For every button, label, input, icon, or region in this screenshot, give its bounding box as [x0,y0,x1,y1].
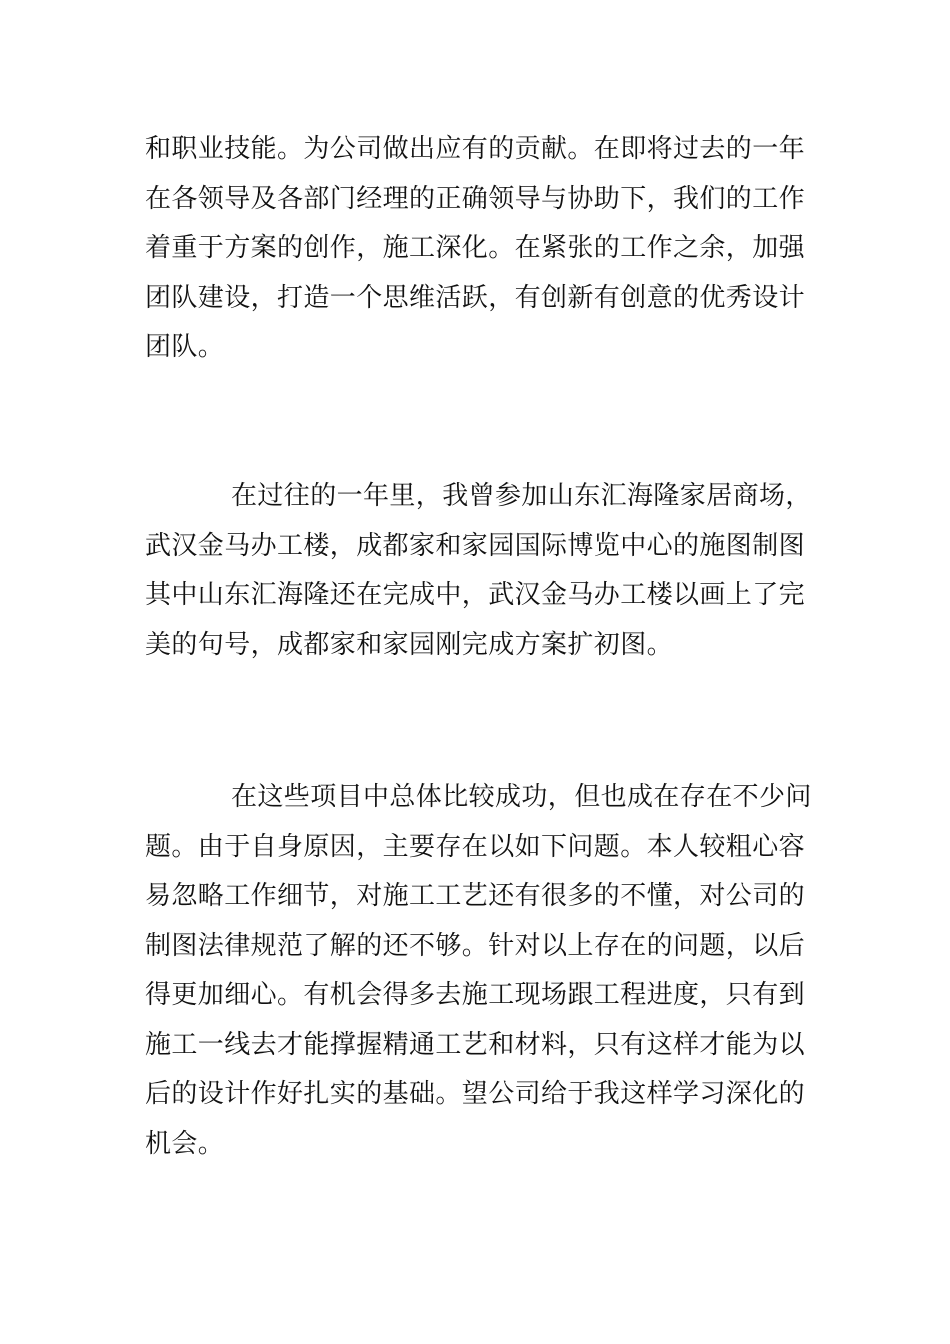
text-line: 得更加细心。有机会得多去施工现场跟工程进度，只有到 [145,980,806,1010]
text-line: 团队。 [145,332,225,362]
text-line: 制图法律规范了解的还不够。针对以上存在的问题，以后 [145,930,806,961]
text-line: 后的设计作好扎实的基础。望公司给于我这样学习深化的 [145,1079,806,1109]
text-line: 在各领导及各部门经理的正确领导与协助下，我们的工作 [145,183,806,214]
text-line: 题。由于自身原因，主要存在以如下问题。本人较粗心容 [145,831,806,862]
text-line: 武汉金马办工楼，成都家和家园国际博览中心的施图制图 [145,530,806,561]
paragraph-2 [145,472,812,670]
text-line: 团队建设，打造一个思维活跃，有创新有创意的优秀设计 [145,282,806,313]
text-line: 其中山东汇海隆还在完成中，武汉金马办工楼以画上了完 [145,580,806,610]
paragraph-3 [145,773,812,1169]
text-line: 施工一线去才能撑握精通工艺和材料，只有这样才能为以 [145,1029,806,1060]
paragraph-1 [145,125,809,373]
text-line: 机会。 [145,1128,225,1159]
text-line-indented: 在过往的一年里，我曾参加山东汇海隆家居商场， [231,481,812,511]
text-line: 美的句号，成都家和家园刚完成方案扩初图。 [145,629,674,660]
text-line: 着重于方案的创作，施工深化。在紧张的工作之余，加强 [145,233,806,263]
text-line-indented: 在这些项目中总体比较成功，但也成在存在不少问 [231,782,812,812]
text-line: 和职业技能。为公司做出应有的贡献。在即将过去的一年 [145,134,806,164]
text-line: 易忽略工作细节，对施工工艺还有很多的不懂，对公司的 [145,881,806,911]
